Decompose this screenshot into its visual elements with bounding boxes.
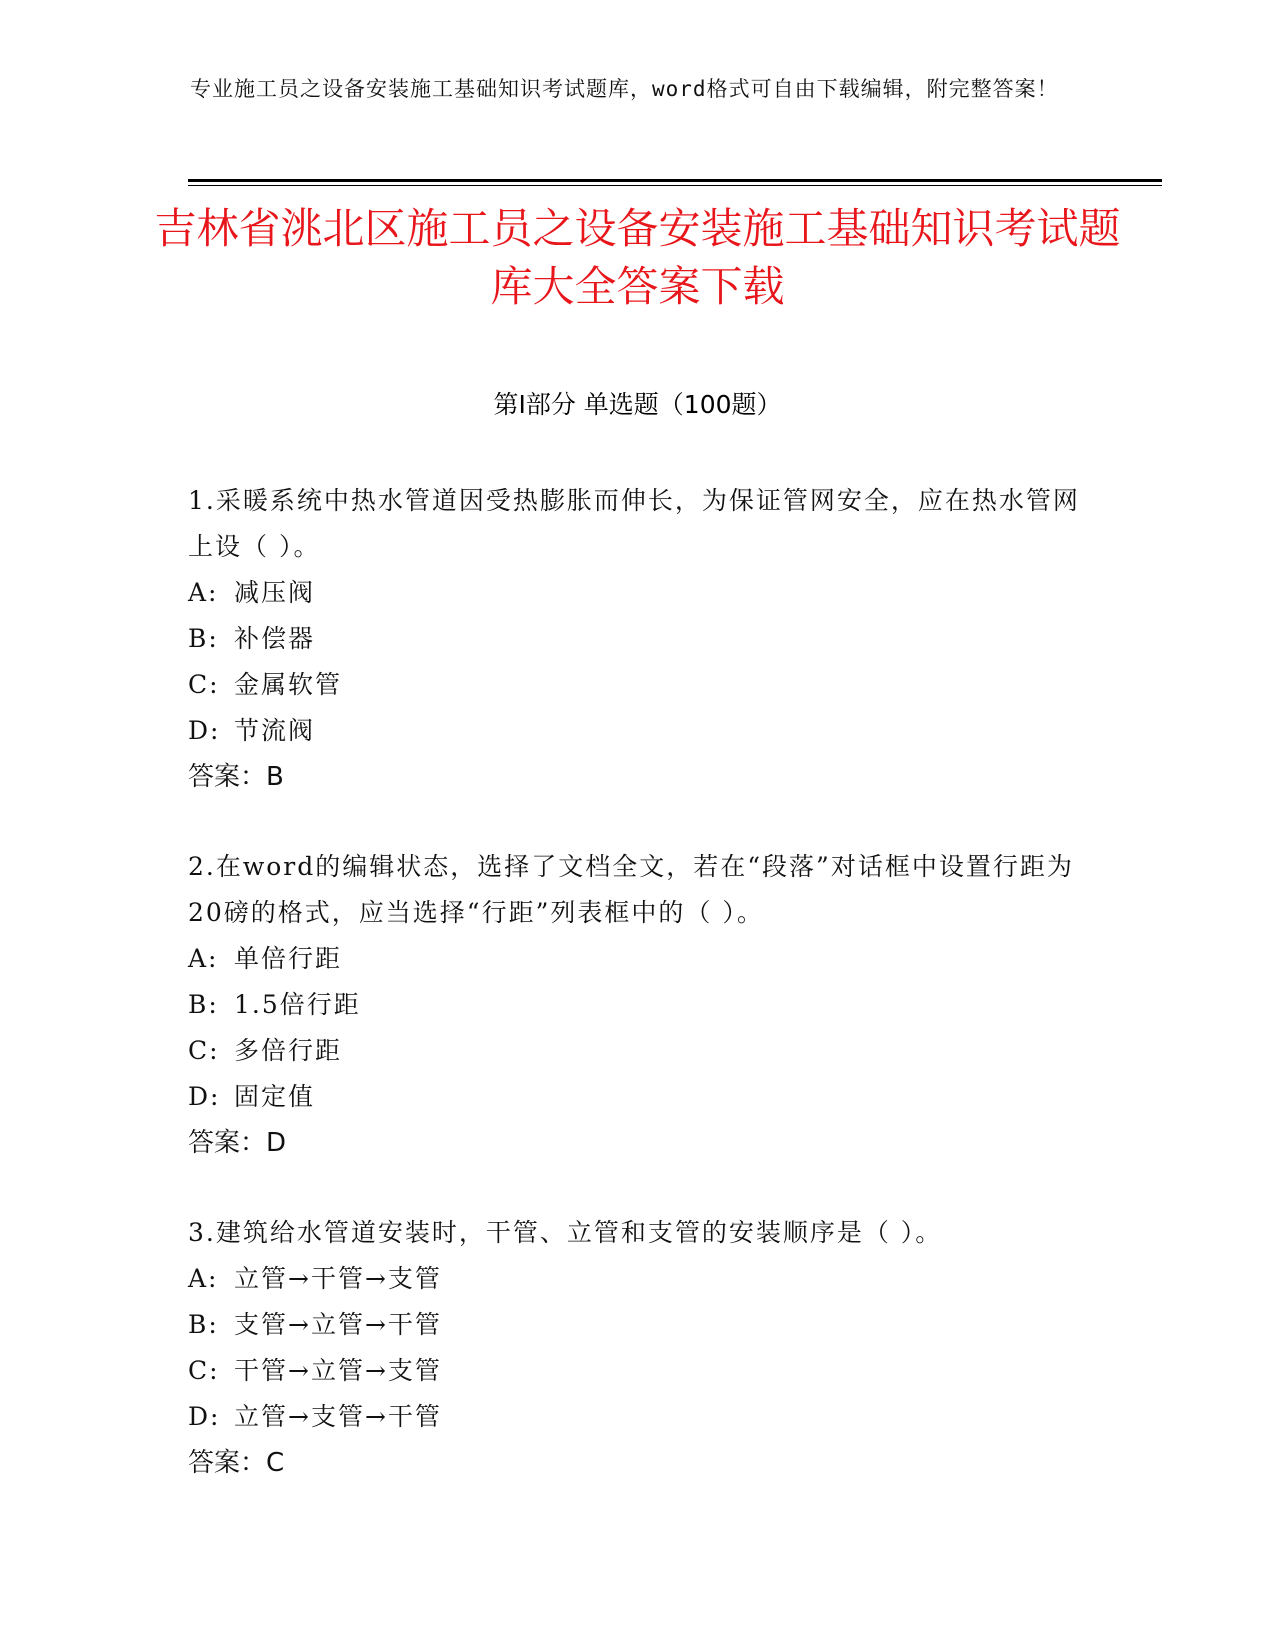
option-text: 1.5倍行距 <box>234 990 361 1019</box>
option-label: C: <box>188 1036 220 1065</box>
option-label: D: <box>188 716 221 745</box>
option-a <box>188 936 1088 982</box>
header-rule-thick <box>188 179 1162 182</box>
option-text: 固定值 <box>234 1082 316 1111</box>
option-a <box>188 1256 1088 1302</box>
option-c <box>188 1348 1088 1394</box>
option-text: 立管→干管→支管 <box>234 1264 442 1293</box>
option-text: 单倍行距 <box>234 944 343 973</box>
answer-line: 答案：B <box>188 762 284 792</box>
question-stem: 3.建筑给水管道安装时，干管、立管和支管的安装顺序是（ ）。 <box>188 1218 943 1247</box>
option-a <box>188 570 1088 616</box>
question-stem: 1.采暖系统中热水管道因受热膨胀而伸长，为保证管网安全，应在热水管网上设（ ）。 <box>188 486 1080 561</box>
answer-line: 答案：D <box>188 1128 287 1158</box>
option-b <box>188 616 1088 662</box>
option-label: A: <box>188 1264 219 1293</box>
option-label: A: <box>188 944 219 973</box>
option-text: 补偿器 <box>234 624 316 653</box>
option-b <box>188 1302 1088 1348</box>
option-text: 多倍行距 <box>234 1036 343 1065</box>
option-d <box>188 708 1088 754</box>
option-c <box>188 1028 1088 1074</box>
option-c <box>188 662 1088 708</box>
question-list <box>188 478 1088 1530</box>
option-text: 减压阀 <box>234 578 316 607</box>
option-d <box>188 1074 1088 1120</box>
option-text: 金属软管 <box>234 670 343 699</box>
option-label: C: <box>188 670 220 699</box>
option-text: 支管→立管→干管 <box>234 1310 442 1339</box>
section-heading: 第I部分 单选题（100题） <box>493 390 782 419</box>
document-title: 吉林省洮北区施工员之设备安装施工基础知识考试题库大全答案下载 <box>154 204 1121 311</box>
option-d <box>188 1394 1088 1440</box>
option-label: A: <box>188 578 219 607</box>
option-label: B: <box>188 624 219 653</box>
option-label: D: <box>188 1082 221 1111</box>
question-2 <box>188 844 1088 1166</box>
option-label: D: <box>188 1402 221 1431</box>
question-3 <box>188 1210 1088 1486</box>
option-label: C: <box>188 1356 220 1385</box>
option-label: B: <box>188 990 219 1019</box>
option-b <box>188 982 1088 1028</box>
answer-line: 答案：C <box>188 1448 285 1478</box>
header-rule-thin <box>188 185 1162 186</box>
option-label: B: <box>188 1310 219 1339</box>
option-text: 节流阀 <box>234 716 316 745</box>
option-text: 干管→立管→支管 <box>234 1356 442 1385</box>
header-note: 专业施工员之设备安装施工基础知识考试题库，word格式可自由下载编辑，附完整答案！ <box>190 77 1059 101</box>
option-text: 立管→支管→干管 <box>234 1402 442 1431</box>
question-1 <box>188 478 1088 800</box>
question-stem: 2.在word的编辑状态，选择了文档全文，若在“段落”对话框中设置行距为20磅的格式，应当选择“行距”列表框中的（ ）。 <box>188 852 1074 927</box>
